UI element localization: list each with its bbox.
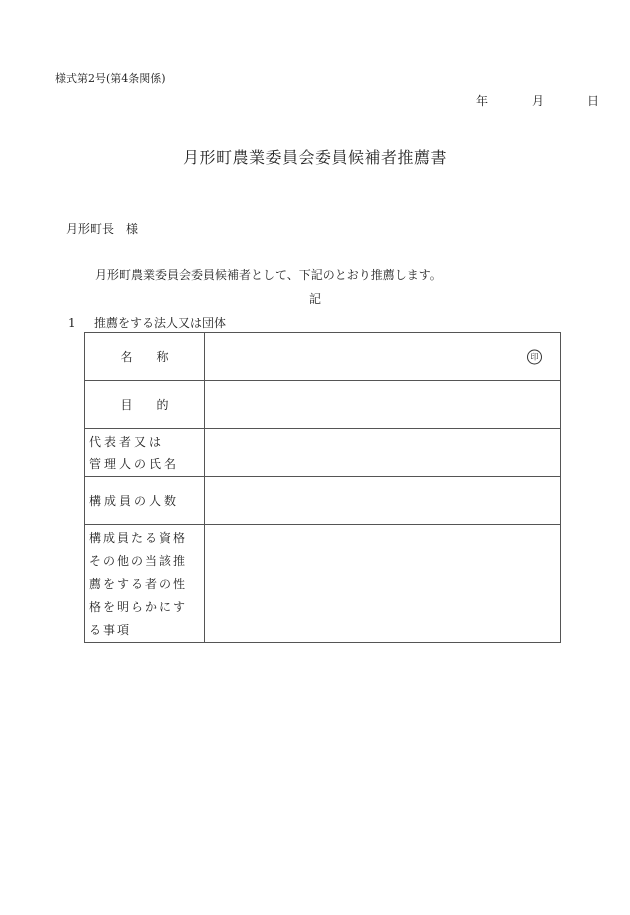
table-row-purpose: [85, 381, 561, 429]
section-number: 1: [68, 316, 76, 330]
date-day-label: 日: [587, 94, 600, 108]
section-heading-text: 推薦をする法人又は団体: [94, 316, 227, 330]
table-row-member-count: [85, 477, 561, 525]
seal-icon: 印: [527, 349, 542, 364]
label-representative: 代表者又は 管理人の氏名: [85, 429, 205, 477]
table-row-representative: [85, 429, 561, 477]
section-heading: [68, 314, 226, 331]
label-member-count: 構成員の人数: [85, 477, 205, 525]
date-month-label: 月: [532, 94, 545, 108]
value-purpose-field[interactable]: [205, 381, 561, 429]
date-year-label: 年: [476, 94, 489, 108]
document-title: 月形町農業委員会委員候補者推薦書: [182, 148, 447, 167]
value-representative-field[interactable]: [205, 429, 561, 477]
form-number: 様式第2号(第4条関係): [55, 72, 166, 85]
addressee: 月形町長 様: [66, 222, 139, 236]
value-name-field[interactable]: [205, 333, 561, 381]
label-qualification: 構成員たる資格 その他の当該推 薦をする者の性 格を明らかにす る事項: [85, 525, 205, 643]
value-member-count-field[interactable]: [205, 477, 561, 525]
ki-marker: 記: [308, 292, 321, 306]
body-text: 月形町農業委員会委員候補者として、下記のとおり推薦します。: [95, 268, 442, 282]
table-row-name: [85, 333, 561, 381]
table-row-qualification: [85, 525, 561, 643]
label-name: 名称: [85, 333, 205, 381]
label-purpose: 目的: [85, 381, 205, 429]
value-qualification-field[interactable]: [205, 525, 561, 643]
recommender-table: [84, 332, 561, 643]
